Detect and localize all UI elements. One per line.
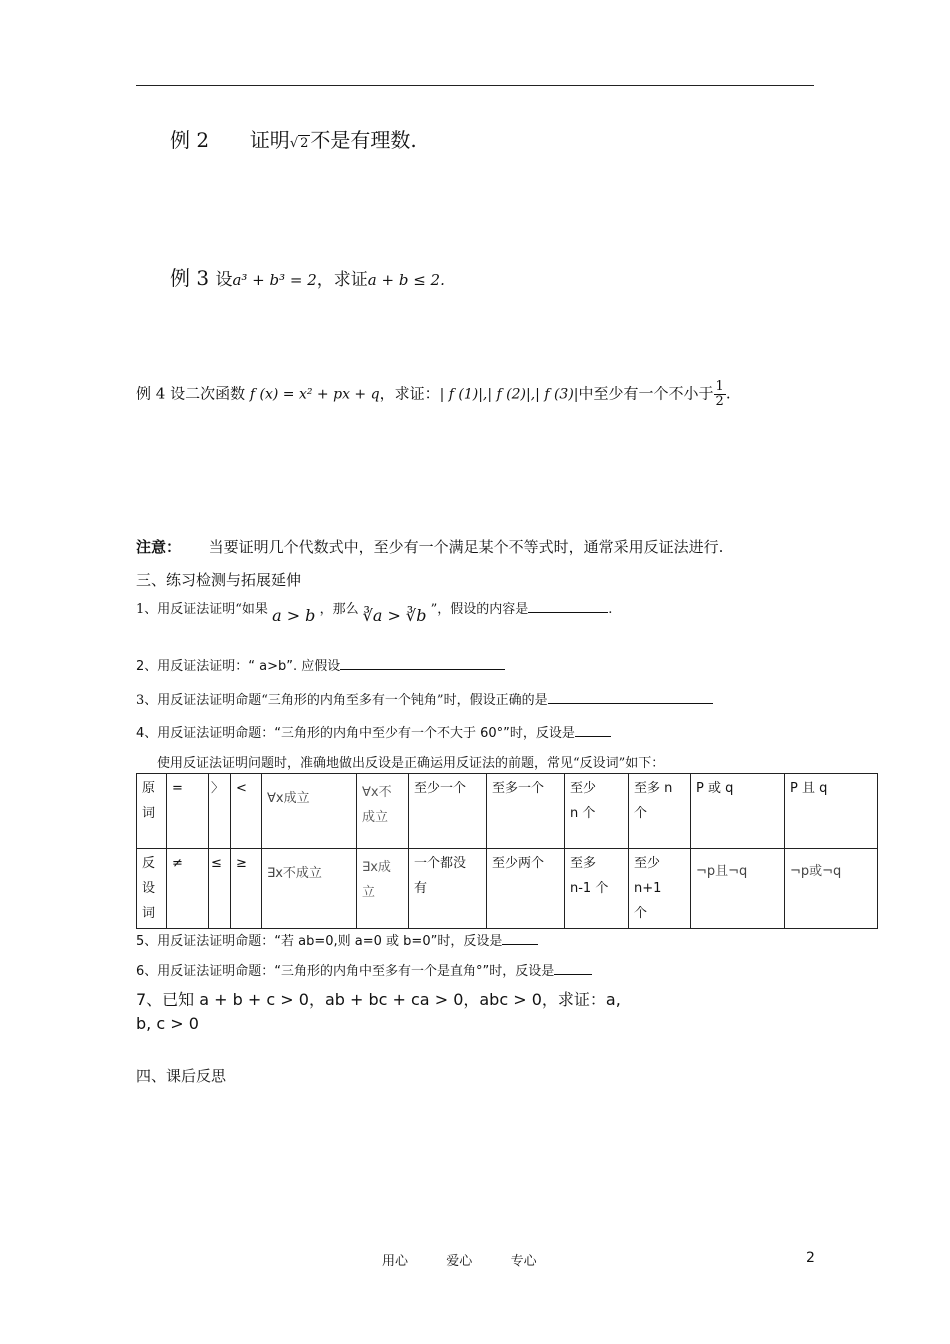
cell-at-least-two: 至少两个 [487, 849, 565, 929]
question-5 [136, 930, 538, 949]
cell-exists-not-holds: ∃x不成立 [262, 849, 357, 929]
example-4-pre: 设二次函数 [170, 384, 246, 403]
q4-blank[interactable] [575, 724, 611, 737]
example-3-math1: a³ + b³ = 2 [232, 271, 317, 289]
example-4 [136, 380, 731, 409]
cell-forall-holds: ∀x成立 [262, 774, 357, 849]
example-3-label: 例 3 [170, 266, 210, 290]
example-2: 例 2 证明√ 2 不是有理数. [170, 128, 417, 152]
q7-line2: b, c > 0 [136, 1014, 199, 1033]
example-4-mid: ，求证： [379, 384, 440, 403]
cell-lt: < [231, 774, 262, 849]
example-4-post: 中至少有一个不小于 [578, 384, 714, 403]
table-row-original [137, 774, 878, 849]
fraction [714, 380, 726, 409]
question-4 [136, 722, 611, 741]
sqrt-radicand: 2 [300, 136, 309, 151]
q3-pre: 3、用反证法证明命题“三角形的内角至多有一个钝角”时，假设正确的是 [136, 693, 548, 708]
question-7 [136, 988, 621, 1036]
fraction-denominator: 2 [715, 394, 724, 409]
cell-eq: = [167, 774, 209, 849]
example-2-pre: 证明 [249, 128, 290, 152]
question-6 [136, 960, 592, 979]
q6-pre: 6、用反证法证明命题：“三角形的内角中至多有一个是直角°”时，反设是 [136, 964, 555, 979]
cell-at-least-n-1: 至少 n+1 个 [629, 849, 691, 929]
note-text: 当要证明几个代数式中，至少有一个满足某个不等式时，通常采用反证法进行. [208, 538, 724, 556]
section-4-heading: 四、课后反思 [136, 1067, 227, 1085]
q1-blank[interactable] [528, 600, 608, 613]
q3-blank[interactable] [548, 691, 713, 704]
example-4-end: . [725, 384, 731, 403]
row-head-original: 原 词 [137, 774, 167, 849]
negation-table [136, 773, 878, 929]
page-number: 2 [806, 1250, 815, 1266]
cell-not-p-and-not-q: ¬p且¬q [691, 849, 785, 929]
q7-line1: 7、已知 a + b + c > 0，ab + bc + ca > 0，abc > 0，求证：a, [136, 990, 621, 1009]
q4-pre: 4、用反证法证明命题：“三角形的内角中至少有一个不大于 60°”时，反设是 [136, 726, 575, 741]
table-row-negation [137, 849, 878, 929]
q6-blank[interactable] [554, 962, 592, 975]
cell-forall-not-holds: ∀x不成立 [357, 774, 409, 849]
section-3-heading: 三、练习检测与拓展延伸 [136, 571, 302, 589]
header-rule [136, 85, 814, 86]
q5-pre: 5、用反证法证明命题：“若 ab=0,则 a=0 或 b=0”时，反设是 [136, 934, 503, 949]
cell-at-least-n: 至少 n 个 [565, 774, 629, 849]
cell-leq: ≤ [209, 849, 231, 929]
q1-math1: a > b [272, 606, 316, 625]
cell-gt: 〉 [209, 774, 231, 849]
q1-pre: 1、用反证法证明“如果 [136, 602, 268, 617]
cell-geq: ≥ [231, 849, 262, 929]
cell-at-most-one: 至多一个 [487, 774, 565, 849]
q1-mid: ，那么 [319, 602, 359, 617]
row-head-negation: 反 设 词 [137, 849, 167, 929]
q2-blank[interactable] [340, 657, 505, 670]
cell-p-and-q: P 且 q [785, 774, 878, 849]
note-label: 注意： [136, 538, 182, 556]
footer-item-3: 专心 [510, 1254, 537, 1269]
example-2-post: 不是有理数. [310, 128, 417, 152]
q1-end: . [608, 602, 613, 617]
question-3 [136, 689, 713, 708]
example-4-label: 例 4 [136, 384, 166, 403]
cell-exists-holds: ∃x成立 [357, 849, 409, 929]
example-3-pre: 设 [215, 270, 233, 290]
q5-blank[interactable] [502, 932, 538, 945]
example-4-func: f (x) = x² + px + q [249, 386, 380, 403]
example-2-label: 例 2 [170, 128, 210, 152]
example-4-vals: | f (1)|,| f (2)|,| f (3)| [439, 386, 579, 403]
cell-neq: ≠ [167, 849, 209, 929]
question-1 [136, 598, 613, 625]
q2-pre: 2、用反证法证明：“ a>b”. 应假设 [136, 659, 341, 674]
cell-at-least-one: 至少一个 [409, 774, 487, 849]
footer-item-1: 用心 [382, 1254, 409, 1269]
cell-none: 一个都没 有 [409, 849, 487, 929]
cell-at-most-n-1: 至多 n-1 个 [565, 849, 629, 929]
footer-item-2: 爱心 [446, 1254, 473, 1269]
example-3 [170, 262, 445, 291]
cell-p-or-q: P 或 q [691, 774, 785, 849]
question-2 [136, 655, 505, 674]
fraction-numerator: 1 [715, 379, 724, 394]
table-intro: 使用反证法证明问题时，准确地做出反设是正确运用反证法的前题，常见“反设词”如下： [157, 756, 665, 771]
q1-math2: ∛a > ∛b [362, 606, 427, 625]
note [136, 536, 723, 557]
cell-at-most-n: 至多 n 个 [629, 774, 691, 849]
example-3-mid: ，求证 [316, 270, 368, 290]
q1-post: ”，假设的内容是 [430, 602, 529, 617]
example-3-math2: a + b ≤ 2. [367, 271, 445, 289]
cell-not-p-or-not-q: ¬p或¬q [785, 849, 878, 929]
footer-motto [382, 1250, 537, 1269]
